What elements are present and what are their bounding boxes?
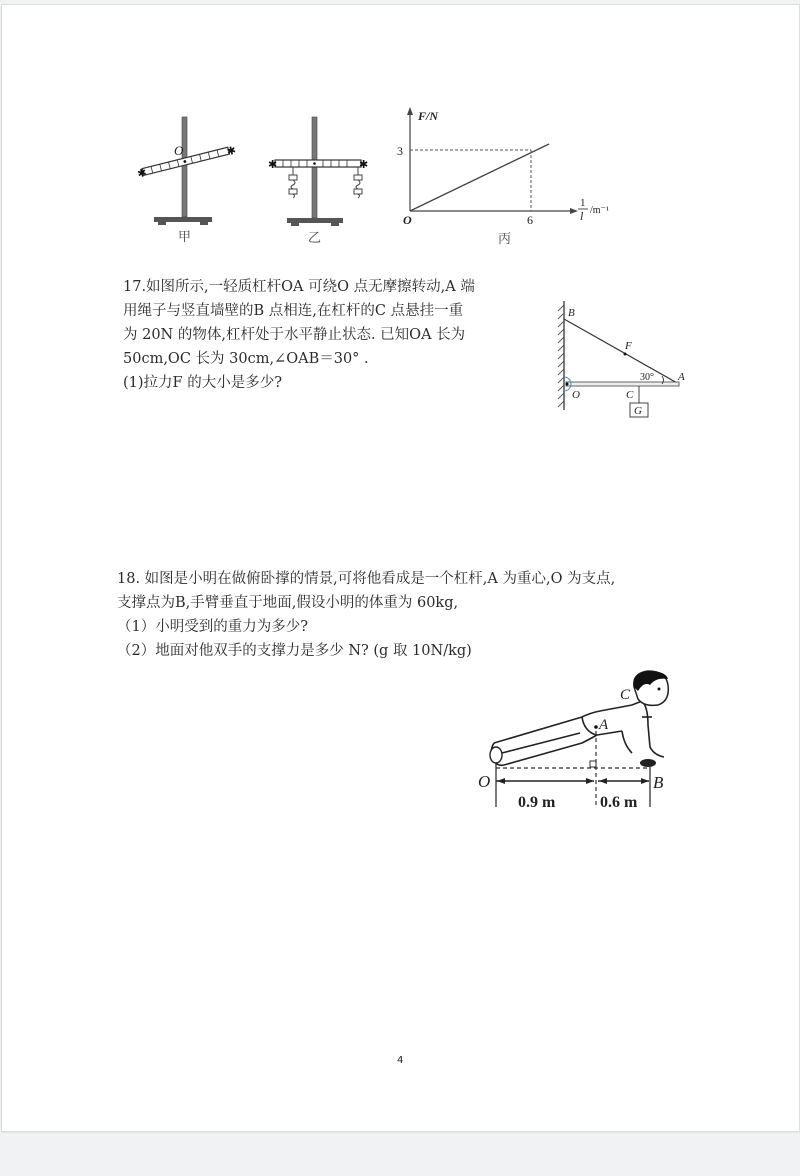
svg-text:✱: ✱ [268, 159, 278, 171]
svg-text:30°: 30° [640, 372, 654, 383]
x-tick-6: 6 [527, 213, 533, 227]
question-18-pushup-diagram [472, 665, 682, 815]
svg-text:C: C [626, 389, 634, 401]
svg-text:✱: ✱ [225, 144, 238, 159]
document-page [1, 4, 800, 1132]
page-number: 4 [397, 1055, 404, 1066]
question-17-lever-diagram [542, 295, 702, 425]
svg-text:1: 1 [580, 197, 586, 209]
x-axis-unit: /m⁻¹ [590, 205, 609, 216]
figure-jia-lever-stand [132, 105, 257, 250]
svg-text:l: l [580, 209, 584, 223]
q18-line-3: （1）小明受到的重力为多少? [117, 619, 308, 635]
svg-text:G: G [634, 405, 642, 417]
distance-oa: 0.9 m [518, 794, 556, 811]
q17-line-4: 50cm,OC 长为 30cm,∠OAB＝30° . [123, 351, 369, 367]
q18-line-1: 18. 如图是小明在做俯卧撑的情景,可将他看成是一个杠杆,A 为重心,O 为支点, [117, 571, 616, 587]
q17-line-5: (1)拉力F 的大小是多少? [123, 375, 282, 391]
svg-text:C: C [620, 687, 631, 703]
q18-line-4: （2）地面对他双手的支撑力是多少 N? (g 取 10N/kg) [117, 643, 472, 659]
figure-yi-lever-with-weights [267, 105, 377, 250]
origin-label: O [403, 213, 412, 227]
svg-text:B: B [568, 307, 575, 319]
svg-text:B: B [653, 773, 664, 792]
q17-line-2: 用绳子与竖直墙壁的B 点相连,在杠杆的C 点悬挂一重 [123, 303, 464, 319]
caption-bing: 丙 [498, 231, 512, 246]
question-17-text [123, 275, 475, 395]
caption-jia: 甲 [178, 229, 192, 244]
y-tick-3: 3 [397, 144, 403, 158]
svg-text:O: O [478, 772, 491, 791]
figure-bing-graph [394, 105, 614, 250]
svg-text:A: A [678, 371, 685, 383]
q18-line-2: 支撑点为B,手臂垂直于地面,假设小明的体重为 60kg, [117, 595, 459, 611]
svg-text:O: O [572, 389, 580, 401]
svg-text:✱: ✱ [136, 166, 149, 181]
distance-ab: 0.6 m [600, 794, 638, 811]
svg-text:A: A [599, 717, 609, 733]
question-18-text [117, 567, 615, 663]
caption-yi: 乙 [308, 230, 322, 245]
pivot-o-label: O [174, 143, 184, 158]
svg-text:✱: ✱ [359, 159, 369, 171]
q17-line-1: 17.如图所示,一轻质杠杆OA 可绕O 点无摩擦转动,A 端 [123, 279, 475, 295]
y-axis-label: F/N [418, 109, 439, 123]
svg-text:F: F [625, 340, 632, 352]
q17-line-3: 为 20N 的物体,杠杆处于水平静止状态. 已知OA 长为 [123, 327, 466, 343]
